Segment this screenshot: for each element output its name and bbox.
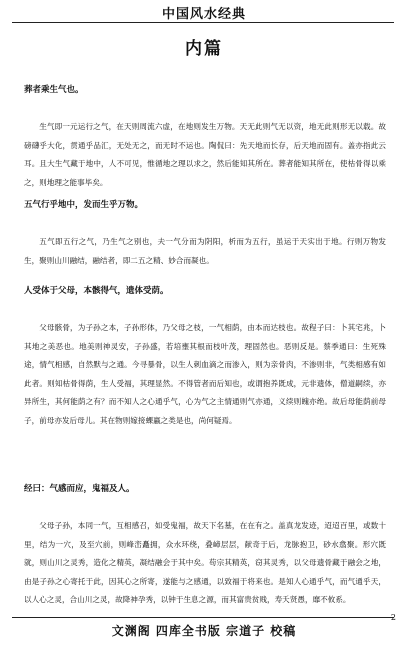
passage-heading: 经曰：气感而应，鬼福及人。	[24, 484, 135, 494]
passage-text: 父母子孙，本同一气，互相感召，如受鬼福，故天下名墓，在在有之。盖真龙发迹，迢迢百里，或数十里，结为一穴，及至穴前，则峰峦矗拥，众水环绕，叠嶂层层，献奇于后，龙脉抱卫，砂水翕聚。形穴既就，则山川之灵秀，造化之精英，凝结融会于其中矣。苟宗其精英，窃其灵秀，以父母遗骨藏于融会之地，由是子孙之心寄托于此，因其心之所寄，遂能与之感通，以致福于将来也。是知人心通乎气，而气通乎天，以人心之灵，合山川之灵，故降神孕秀，以钟于生息之源，而其富贵贫贱，寿夭贤愚，靡不攸系。	[24, 521, 386, 605]
passage-heading: 葬者乘生气也。	[24, 85, 84, 95]
passage-4	[24, 483, 386, 605]
passage-text: 生气即一元运行之气，在天则周流六虚，在地则发生万物。天无此则气无以资，地无此则形无以载。故磅礴乎大化，贯通乎品汇，无处无之，而无时不运也。陶侃曰：先天地而长存，后天地而固有。盖亦指此云耳。且大生气藏于地中，人不可见，惟循地之理以求之，然后能知其所在。葬者能知其所在，使枯骨得以乘之，则地理之能事毕矣。	[24, 122, 386, 187]
passage-1	[24, 84, 386, 199]
passage-3	[24, 285, 386, 483]
passage-2	[24, 199, 386, 285]
document-body	[24, 84, 386, 605]
section-title: 内篇	[185, 39, 223, 59]
passage-heading: 人受体于父母，本骸得气，遗体受荫。	[24, 286, 169, 296]
footer-divider	[12, 617, 394, 618]
page-header-title: 中国风水经典	[161, 7, 246, 22]
passage-text: 五气即五行之气，乃生气之别也，夫一气分而为阴阳，析而为五行，虽运于天实出于地。行则万物发生，聚则山川融结，融结者，即二五之精、妙合而凝也。	[24, 237, 386, 265]
passage-heading: 五气行乎地中，发而生乎万物。	[24, 200, 144, 210]
page-number: 2	[390, 613, 396, 622]
passage-text: 父母骸骨，为子孙之本，子孙形体，乃父母之枝，一气相荫，由本而达枝也。故程子曰：卜其宅兆，卜其地之美恶也。地美则神灵安，子孙盛，若培壅其根而枝叶茂，理固然也。恶则反是。蔡季通曰：生死殊途，情气相感，自然默与之通。今寻暴骨，以生人刺血滴之而渗入，则为亲骨肉，不渗则非，气类相感有如此者。则知枯骨得荫，生人受福，其理显然。不得管者而后知也，或谓抱养既成，元非遗体，僧道嗣续，亦异所生，其何能荫之有？而不知人之心通乎气，心为气之主情通则气亦通，义续则魄亦绝。故后母能荫前母子，前母亦发后母儿。其在物则嫁接蜾蠃之类是也，尚何疑焉。	[24, 323, 386, 425]
header-divider	[12, 22, 394, 23]
page-footer: 文渊阁 四库全书版 宗道子 校稿	[111, 624, 297, 638]
